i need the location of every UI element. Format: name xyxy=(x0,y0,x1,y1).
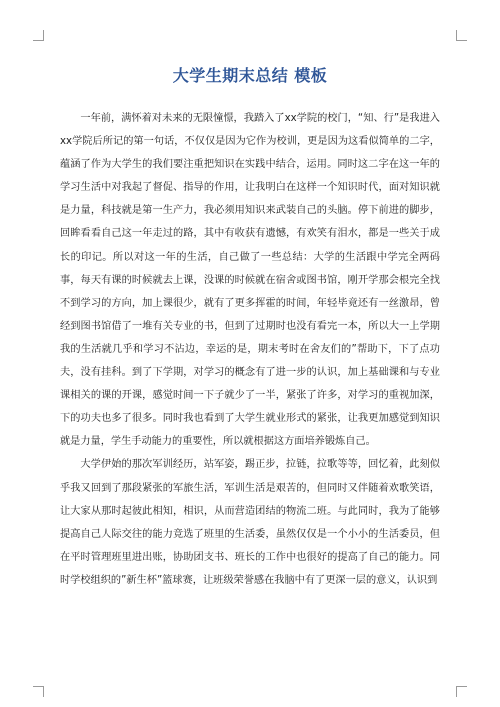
page-corner-mark-bottom-right xyxy=(456,686,467,697)
document-body xyxy=(60,107,440,592)
document-title: 大学生期末总结 模板 xyxy=(172,66,328,85)
page-corner-mark-top-right xyxy=(456,30,467,41)
paragraph-2: 大学伊始的那次军训经历，站军姿，踢正步，拉链，拉歌等等，回忆着，此刻似乎我又回到了那段紧张的军旅生活，军训生活是艰苦的，但同时又伴随着欢歌笑语，让大家从那时起彼此相知，相识，从而营造团结的物流二班。与此同时，我为了能够提高自己人际交往的能力竞选了班里的生活委，虽然仅仅是一个小小的生活委员，但在平时管理班里进出账，协助团支书、班长的工作中也很好的提高了自己的能力。同时学校组织的”新生杯”篮球赛，让班级荣誉感在我脑中有了更深一层的意义，认识到 xyxy=(60,459,440,586)
page-corner-mark-top-left xyxy=(33,30,44,41)
paragraph-1: 一年前，满怀着对未来的无限憧憬，我踏入了xx学院的校门，“知、行”是我进入xx学院后所记的第一句话，不仅仅是因为它作为校训，更是因为这看似简单的二字，蕴涵了作为大学生的我们要注重把知识在实践中结合，运用。同时这二字在这一年的学习生活中对我起了督促、指导的作用，让我明白在这样一个知识时代，面对知识就是力量，科技就是第一生产力，我必须用知识来武装自己的头脑。停下前进的脚步，回眸看看自己这一年走过的路，其中有收获有遗憾，有欢笑有泪水，都是一些关于成长的印记。所以对这一年的生活，自己做了一些总结：大学的生活跟中学完全两码事，每天有课的时候就去上课，没课的时候就在宿舍或图书馆，刚开学那会根完全找不到学习的方向，加上课很少，就有了更多挥霍的时间，年轻毕竟还有一丝激昂，曾经到图书馆借了一堆有关专业的书，但到了过期时也没有看完一本，所以大一上学期我的生活就几乎和学习不沾边，幸运的是，期末考时在舍友们的”帮助下，下了点功夫，没有挂科。到了下学期，对学习的概念有了进一步的认识，加上基础课和与专业课相关的课的开课，感觉时间一下子就少了一半，紧张了许多，对学习的重视加深，下的功夫也多了很多。同时我也看到了大学生就业形式的紧张，让我更加感觉到知识就是力量，学生手动能力的重要性，所以就根据这方面培养锻炼自己。 xyxy=(60,113,440,448)
page-corner-mark-bottom-left xyxy=(33,686,44,697)
